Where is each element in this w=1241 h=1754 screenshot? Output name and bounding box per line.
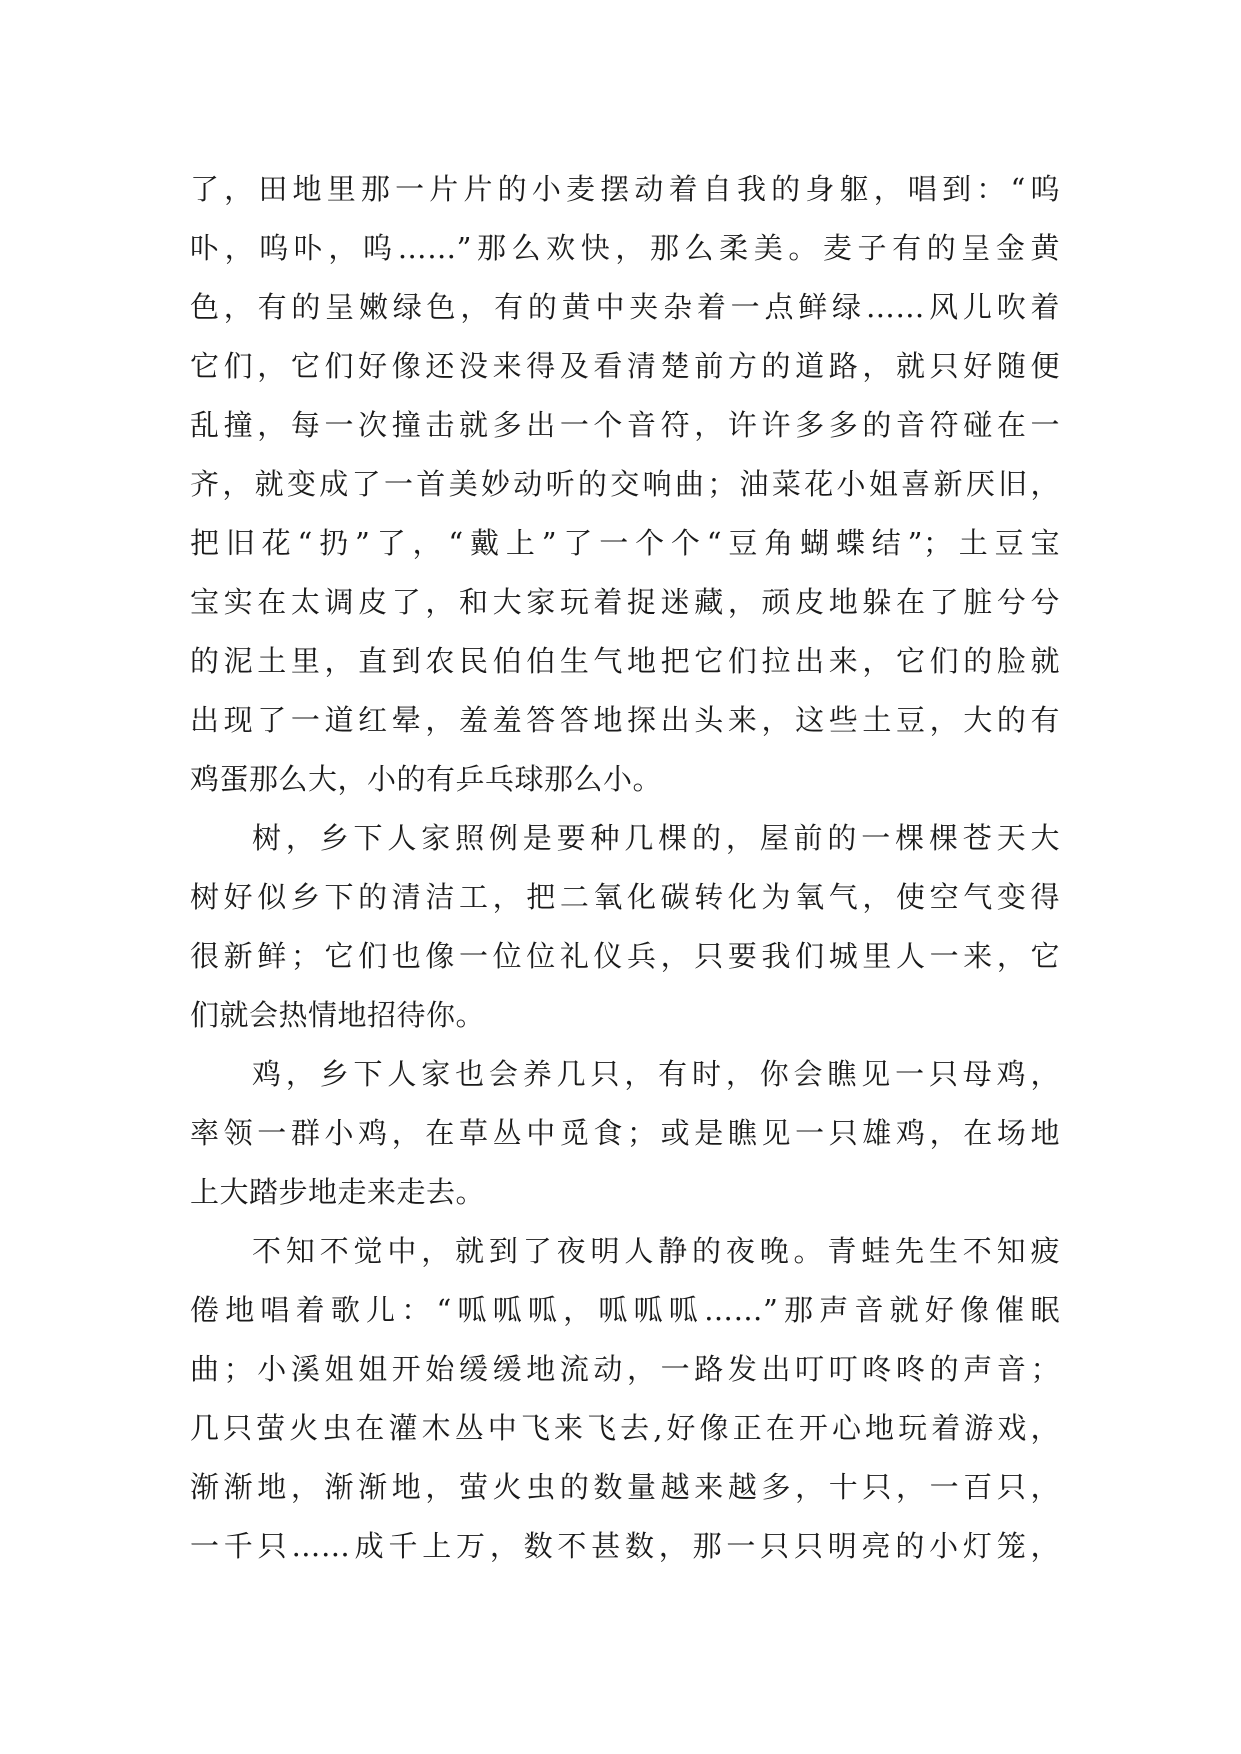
paragraph-first-line: 不知不觉中，就到了夜明人静的夜晚。青蛙先生不知疲 (252, 1234, 1060, 1268)
text-line: 它们，它们好像还没来得及看清楚前方的道路，就只好随便 (190, 349, 1060, 383)
text-line: 倦地唱着歌儿：“呱呱呱，呱呱呱……”那声音就好像催眠 (190, 1293, 1060, 1327)
paragraph-first-line: 鸡，乡下人家也会养几只，有时，你会瞧见一只母鸡， (252, 1057, 1060, 1091)
text-line: 树好似乡下的清洁工，把二氧化碳转化为氧气，使空气变得 (190, 880, 1060, 914)
text-line: 把旧花“扔”了，“戴上”了一个个“豆角蝴蝶结”；土豆宝 (190, 526, 1060, 560)
text-line: 们就会热情地招待你。 (190, 998, 486, 1032)
text-line: 宝实在太调皮了，和大家玩着捉迷藏，顽皮地躲在了脏兮兮 (190, 585, 1060, 619)
text-line: 色，有的呈嫩绿色，有的黄中夹杂着一点鲜绿……风儿吹着 (190, 290, 1060, 324)
text-line: 齐，就变成了一首美妙动听的交响曲；油菜花小姐喜新厌旧， (190, 467, 1060, 501)
text-line: 了，田地里那一片片的小麦摆动着自我的身躯，唱到：“呜 (190, 172, 1060, 206)
text-line: 几只萤火虫在灌木丛中飞来飞去,好像正在开心地玩着游戏， (190, 1411, 1060, 1445)
document-body (190, 160, 1060, 1576)
text-line: 渐渐地，渐渐地，萤火虫的数量越来越多，十只，一百只， (190, 1470, 1060, 1504)
text-line: 曲；小溪姐姐开始缓缓地流动，一路发出叮叮咚咚的声音； (190, 1352, 1060, 1386)
text-line: 卟，呜卟，呜……”那么欢快，那么柔美。麦子有的呈金黄 (190, 231, 1060, 265)
text-line: 的泥土里，直到农民伯伯生气地把它们拉出来，它们的脸就 (190, 644, 1060, 678)
text-line: 鸡蛋那么大，小的有乒乓球那么小。 (190, 762, 663, 796)
text-line: 率领一群小鸡，在草丛中觅食；或是瞧见一只雄鸡，在场地 (190, 1116, 1060, 1150)
text-line: 很新鲜；它们也像一位位礼仪兵，只要我们城里人一来，它 (190, 939, 1060, 973)
text-line: 乱撞，每一次撞击就多出一个音符，许许多多的音符碰在一 (190, 408, 1060, 442)
text-line: 一千只……成千上万，数不甚数，那一只只明亮的小灯笼， (190, 1529, 1060, 1563)
text-line: 上大踏步地走来走去。 (190, 1175, 486, 1209)
paragraph-first-line: 树，乡下人家照例是要种几棵的，屋前的一棵棵苍天大 (252, 821, 1060, 855)
text-line: 出现了一道红晕，羞羞答答地探出头来，这些土豆，大的有 (190, 703, 1060, 737)
